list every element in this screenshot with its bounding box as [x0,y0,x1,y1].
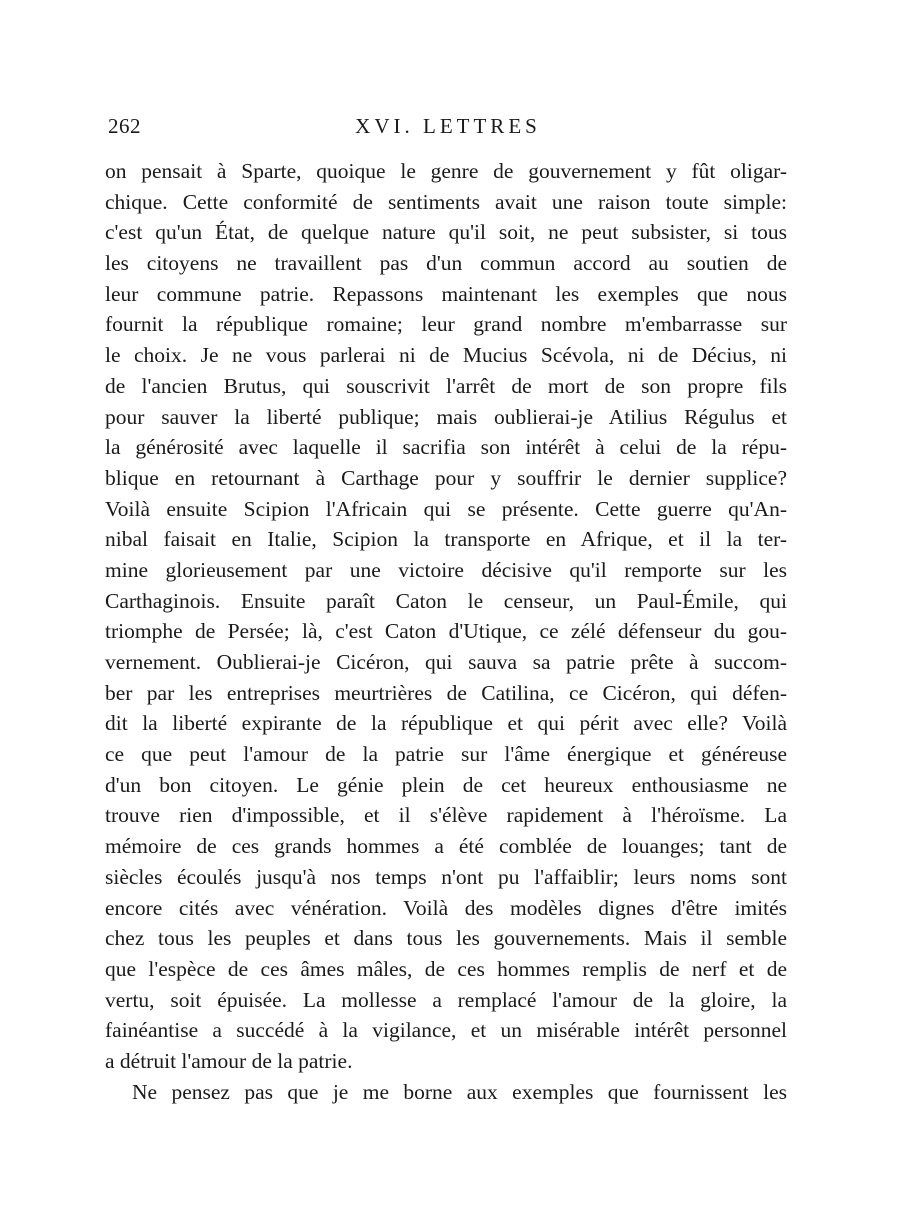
text-line: les citoyens ne travaillent pas d'un commun accord au soutien de [105,251,787,276]
page-header [108,114,788,144]
text-line: fournit la république romaine; leur grand nombre m'embarrasse sur [105,312,787,337]
body-text [105,156,787,1107]
text-line: pour sauver la liberté publique; mais oublierai-je Atilius Régulus et [105,404,787,429]
text-line: chique. Cette conformité de sentiments avait une raison toute simple: [105,189,787,214]
text-line: la générosité avec laquelle il sacrifia son intérêt à celui de la répu- [105,435,787,460]
text-line: dit la liberté expirante de la république et qui périt avec elle? Voilà [105,711,787,736]
text-line: fainéantise a succédé à la vigilance, et un misérable intérêt personnel [105,1018,787,1043]
text-line: mine glorieusement par une victoire décisive qu'il remporte sur les [105,557,787,582]
paragraph-end-line: a détruit l'amour de la patrie. [105,1048,353,1073]
text-line: d'un bon citoyen. Le génie plein de cet heureux enthousiasme ne [105,772,787,797]
text-line: que l'espèce de ces âmes mâles, de ces hommes remplis de nerf et de [105,956,787,981]
text-line: vertu, soit épuisée. La mollesse a remplacé l'amour de la gloire, la [105,987,787,1012]
text-line: blique en retournant à Carthage pour y souffrir le dernier supplice? [105,465,787,490]
text-line: le choix. Je ne vous parlerai ni de Mucius Scévola, ni de Décius, ni [105,343,787,368]
text-line: leur commune patrie. Repassons maintenant les exemples que nous [105,281,787,306]
text-line: encore cités avec vénération. Voilà des modèles dignes d'être imités [105,895,787,920]
text-line: de l'ancien Brutus, qui souscrivit l'arrêt de mort de son propre fils [105,373,787,398]
page-number: 262 [108,114,141,138]
text-line: nibal faisait en Italie, Scipion la transporte en Afrique, et il la ter- [105,527,787,552]
text-line: mémoire de ces grands hommes a été comblée de louanges; tant de [105,834,787,859]
text-line: trouve rien d'impossible, et il s'élève rapidement à l'héroïsme. La [105,803,787,828]
text-line: Voilà ensuite Scipion l'Africain qui se présente. Cette guerre qu'An- [105,496,787,521]
paragraph-start-line: Ne pensez pas que je me borne aux exemples que fournissent les [132,1079,787,1104]
text-line: siècles écoulés jusqu'à nos temps n'ont pu l'affaiblir; leurs noms sont [105,864,787,889]
running-title: XVI. LETTRES [355,114,541,138]
text-line: Carthaginois. Ensuite paraît Caton le censeur, un Paul-Émile, qui [105,588,787,613]
text-line: c'est qu'un État, de quelque nature qu'il soit, ne peut subsister, si tous [105,220,787,245]
text-line: vernement. Oublierai-je Cicéron, qui sauva sa patrie prête à succom- [105,650,787,674]
text-line: triomphe de Persée; là, c'est Caton d'Utique, ce zélé défenseur du gou- [105,619,787,644]
text-line: ce que peut l'amour de la patrie sur l'âme énergique et généreuse [105,742,787,767]
text-line: ber par les entreprises meurtrières de Catilina, ce Cicéron, qui défen- [105,680,787,705]
text-line: chez tous les peuples et dans tous les gouvernements. Mais il semble [105,926,787,951]
text-line: on pensait à Sparte, quoique le genre de gouvernement y fût oligar- [105,159,787,183]
